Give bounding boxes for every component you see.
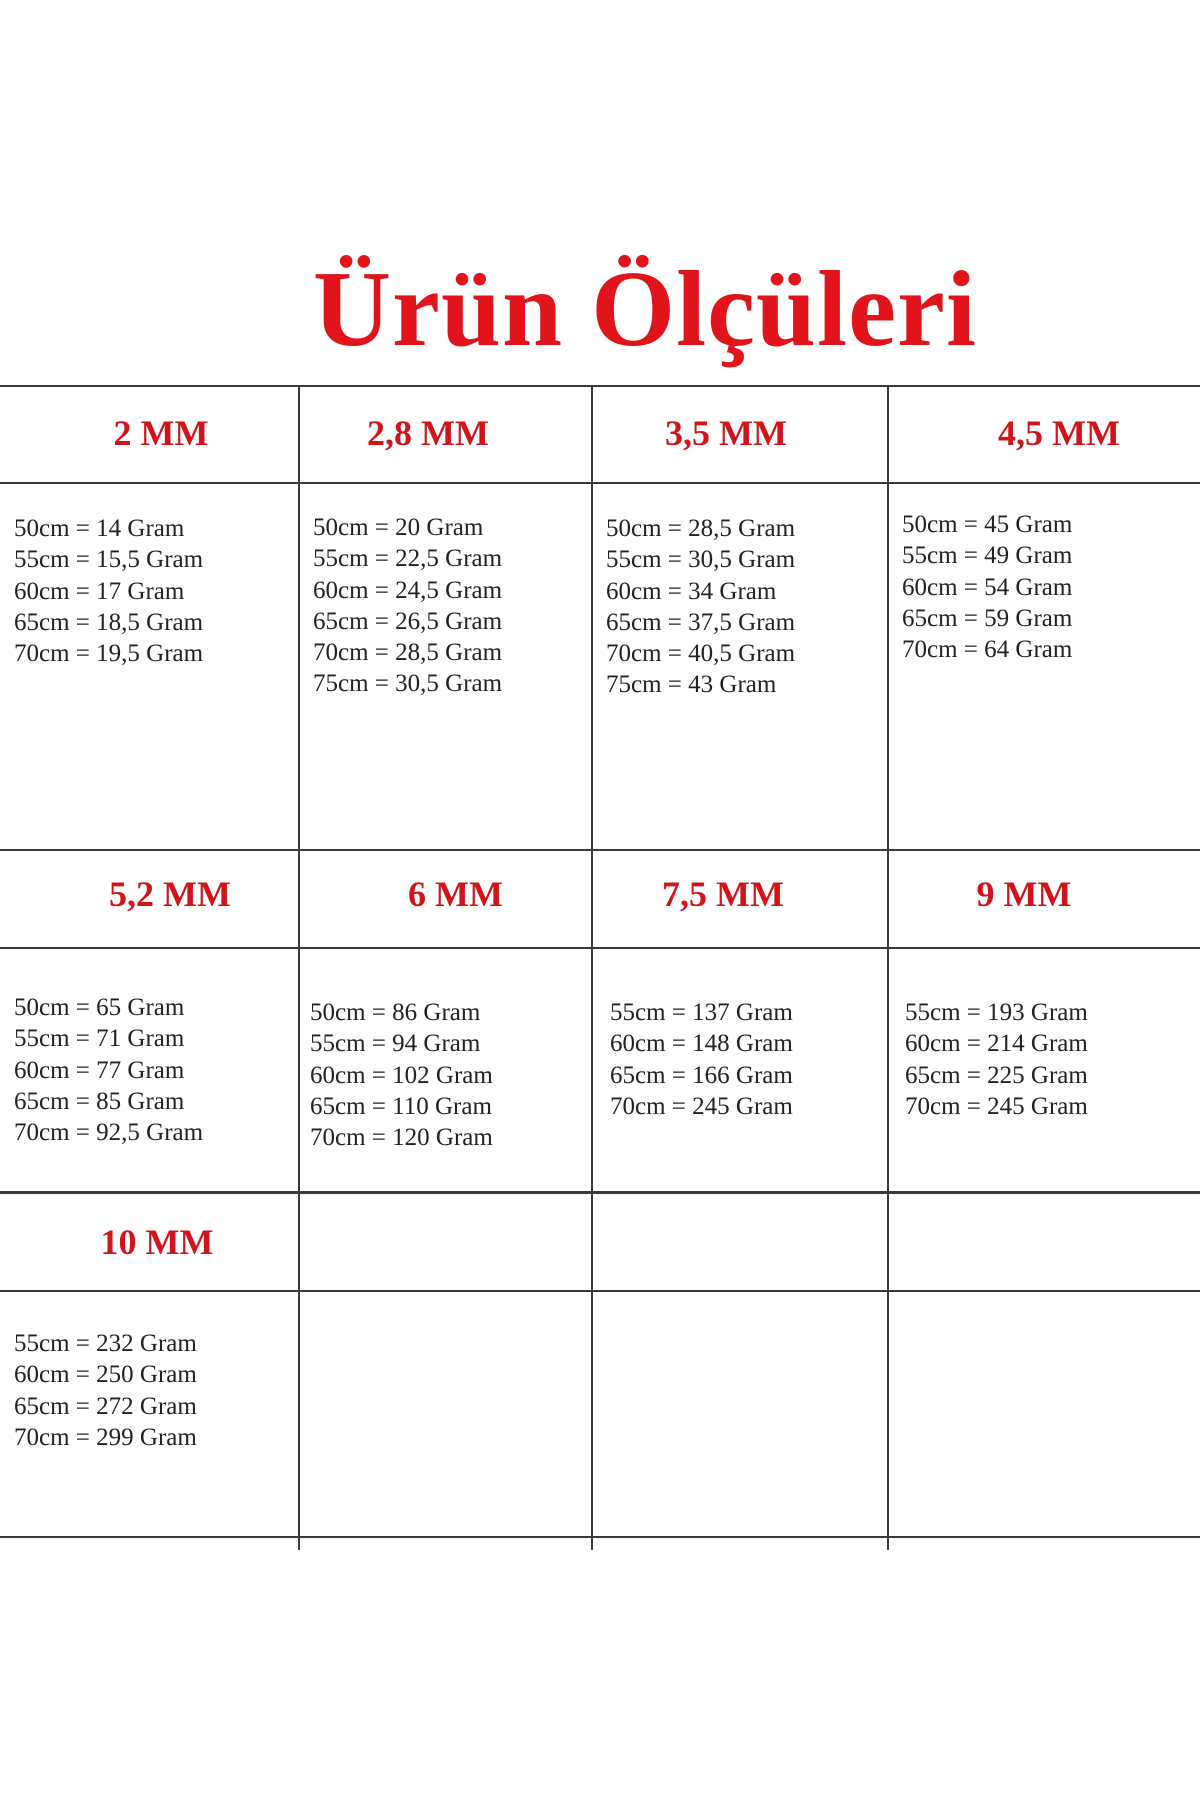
weight-entry: 65cm = 166 Gram bbox=[610, 1061, 793, 1089]
weight-entry: 60cm = 77 Gram bbox=[14, 1056, 185, 1084]
weight-entry: 70cm = 92,5 Gram bbox=[14, 1119, 204, 1147]
weight-entry: 70cm = 245 Gram bbox=[905, 1092, 1088, 1120]
weight-entry: 70cm = 28,5 Gram bbox=[313, 639, 503, 667]
size-header: 5,2 MM bbox=[109, 874, 231, 914]
weight-entry: 60cm = 214 Gram bbox=[905, 1030, 1088, 1058]
table-rule bbox=[0, 1290, 1200, 1292]
size-header: 2 MM bbox=[113, 413, 209, 453]
weight-entry: 55cm = 71 Gram bbox=[14, 1025, 185, 1053]
table-rule bbox=[0, 1536, 1200, 1538]
weight-entry: 55cm = 22,5 Gram bbox=[313, 545, 503, 573]
table-rule bbox=[0, 385, 1200, 387]
size-header: 7,5 MM bbox=[662, 874, 784, 914]
weight-entry: 65cm = 225 Gram bbox=[905, 1061, 1088, 1089]
size-header: 2,8 MM bbox=[367, 413, 489, 453]
weight-entry: 65cm = 37,5 Gram bbox=[606, 608, 796, 636]
weight-entry: 70cm = 40,5 Gram bbox=[606, 640, 796, 668]
weight-entry: 60cm = 250 Gram bbox=[14, 1361, 197, 1389]
weight-entry: 65cm = 18,5 Gram bbox=[14, 608, 204, 636]
page-title: Ürün Ölçüleri bbox=[313, 250, 977, 369]
weight-entry: 60cm = 148 Gram bbox=[610, 1030, 793, 1058]
weight-entry: 60cm = 34 Gram bbox=[606, 577, 777, 605]
weight-entry: 65cm = 59 Gram bbox=[902, 604, 1073, 632]
weight-list bbox=[902, 509, 1072, 665]
weight-entry: 70cm = 19,5 Gram bbox=[14, 640, 204, 668]
weight-entry: 55cm = 94 Gram bbox=[310, 1030, 481, 1058]
weight-entry: 65cm = 26,5 Gram bbox=[313, 607, 503, 635]
weight-list bbox=[606, 513, 795, 701]
weight-entry: 65cm = 272 Gram bbox=[14, 1392, 197, 1420]
size-header: 10 MM bbox=[100, 1222, 214, 1262]
weight-list bbox=[313, 512, 502, 700]
weight-entry: 55cm = 232 Gram bbox=[14, 1330, 197, 1357]
size-header: 4,5 MM bbox=[998, 413, 1120, 453]
weight-list bbox=[310, 997, 493, 1153]
weight-list bbox=[14, 513, 203, 669]
weight-entry: 55cm = 137 Gram bbox=[610, 999, 793, 1026]
weight-entry: 70cm = 64 Gram bbox=[902, 636, 1073, 664]
weight-entry: 55cm = 30,5 Gram bbox=[606, 546, 796, 574]
weight-entry: 60cm = 24,5 Gram bbox=[313, 576, 503, 604]
weight-entry: 50cm = 65 Gram bbox=[14, 994, 185, 1021]
weight-entry: 60cm = 54 Gram bbox=[902, 573, 1073, 601]
table-rule bbox=[0, 482, 1200, 484]
size-header: 3,5 MM bbox=[665, 413, 787, 453]
size-header: 9 MM bbox=[976, 874, 1072, 914]
weight-entry: 75cm = 30,5 Gram bbox=[313, 670, 503, 698]
weight-entry: 50cm = 14 Gram bbox=[14, 515, 185, 542]
weight-entry: 65cm = 110 Gram bbox=[310, 1092, 492, 1120]
weight-entry: 55cm = 49 Gram bbox=[902, 542, 1073, 570]
weight-list bbox=[905, 997, 1088, 1122]
weight-entry: 50cm = 28,5 Gram bbox=[606, 515, 796, 542]
weight-entry: 55cm = 15,5 Gram bbox=[14, 546, 204, 574]
weight-list bbox=[14, 992, 203, 1148]
weight-entry: 55cm = 193 Gram bbox=[905, 999, 1088, 1026]
weight-entry: 65cm = 85 Gram bbox=[14, 1087, 185, 1115]
weight-list bbox=[14, 1328, 197, 1453]
weight-entry: 50cm = 20 Gram bbox=[313, 514, 484, 541]
table-rule bbox=[0, 849, 1200, 851]
table-rule bbox=[0, 947, 1200, 949]
weight-entry: 70cm = 245 Gram bbox=[610, 1092, 793, 1120]
table-rule bbox=[298, 386, 300, 1550]
weight-entry: 70cm = 299 Gram bbox=[14, 1423, 197, 1451]
weight-entry: 50cm = 45 Gram bbox=[902, 511, 1073, 538]
size-header: 6 MM bbox=[408, 874, 503, 914]
table-rule bbox=[591, 386, 593, 1550]
weight-entry: 60cm = 17 Gram bbox=[14, 577, 185, 605]
weight-entry: 60cm = 102 Gram bbox=[310, 1061, 493, 1089]
table-rule bbox=[0, 1191, 1200, 1194]
weight-entry: 70cm = 120 Gram bbox=[310, 1124, 493, 1152]
weight-entry: 50cm = 86 Gram bbox=[310, 999, 481, 1026]
weight-entry: 75cm = 43 Gram bbox=[606, 671, 777, 699]
weight-list bbox=[610, 997, 793, 1122]
table-rule bbox=[887, 386, 889, 1550]
